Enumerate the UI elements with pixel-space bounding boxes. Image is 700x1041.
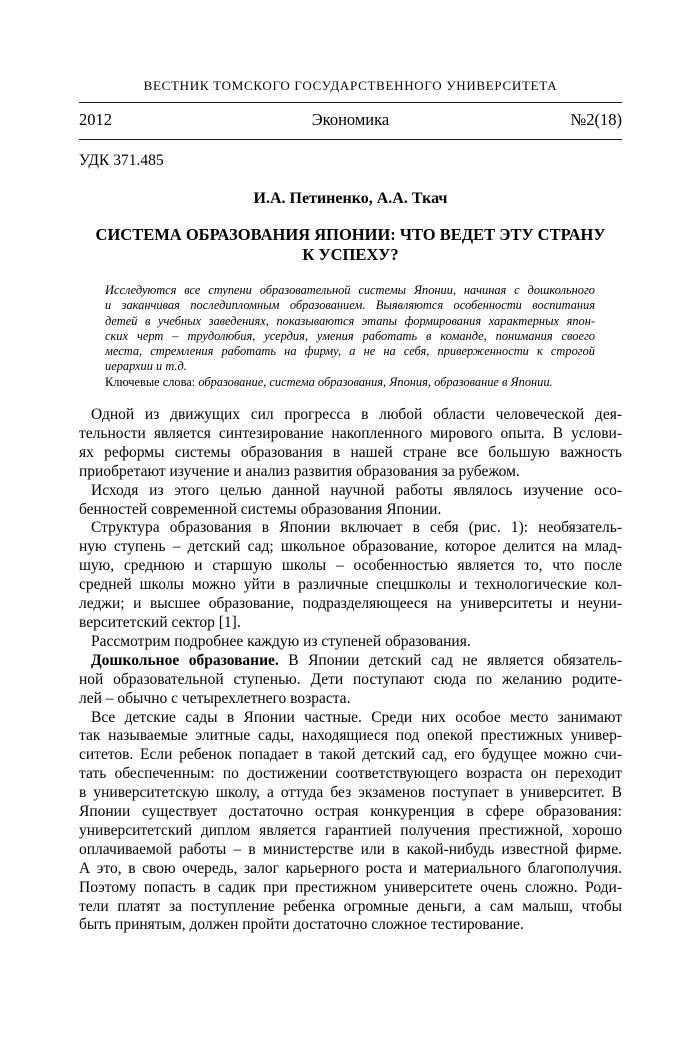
body-text-line: верситетский сектор [1].	[79, 613, 241, 631]
abstract-line: ских черт – трудолюбия, усердия, умения работать в команде, понимания своего	[105, 328, 595, 343]
article-title-line: К УСПЕХУ?	[302, 245, 399, 264]
issue-line	[79, 110, 622, 130]
body-text-line: Все детские сады в Японии частные. Среди них особое место занимают	[91, 708, 622, 726]
issue-number: №2(18)	[570, 110, 622, 129]
body-paragraph	[79, 709, 622, 936]
article-title	[79, 225, 622, 265]
body-text-line: А это, в свою очередь, залог карьерного роста и материального благополучия.	[79, 859, 622, 877]
keywords-label: Ключевые слова:	[105, 374, 196, 389]
body-text-line: Одной из движущих сил прогресса в любой области человеческой дея-	[91, 406, 622, 423]
keywords-text: образование, система образования, Япония, образование в Японии.	[195, 374, 553, 389]
journal-masthead: ВЕСТНИК ТОМСКОГО ГОСУДАРСТВЕННОГО УНИВЕРСИТЕТА	[143, 78, 558, 93]
article-title-line: СИСТЕМА ОБРАЗОВАНИЯ ЯПОНИИ: ЧТО ВЕДЕТ ЭТУ СТРАНУ	[95, 225, 606, 244]
body-text-line: леджи; и высшее образование, подразделяющееся на университеты и неуни-	[79, 595, 622, 613]
body-text-line: быть принятым, должен пройти достаточно сложное тестирование.	[79, 916, 524, 934]
body-text-line: средней школы можно уйти в различные спецшколы и технологические кол-	[79, 576, 622, 594]
abstract-line: детей в учебных заведениях, показываются этапы формирования характерных япон-	[105, 313, 595, 328]
body-text-line: ной образовательной ступенью. Дети поступают сюда по желанию родите-	[79, 670, 622, 688]
body-text-line: университетский диплом является гарантией получения престижной, хорошо	[79, 821, 622, 839]
article-body	[79, 406, 622, 935]
body-text-line: Структура образования в Японии включает в себя (рис. 1): необязатель-	[91, 519, 622, 537]
header-divider-bottom	[79, 139, 622, 140]
body-paragraph	[79, 633, 622, 652]
body-text-line: Дошкольное образование. В Японии детский сад не является обязатель-	[91, 651, 622, 669]
body-text-line: приобретают изучение и анализ развития образования за рубежом.	[79, 462, 520, 480]
body-text-line: лей – обычно с четырехлетнего возраста.	[79, 689, 351, 707]
abstract-lines	[105, 283, 595, 375]
issue-year: 2012	[79, 110, 112, 129]
body-paragraph	[79, 519, 622, 632]
body-paragraph	[79, 406, 622, 482]
body-paragraph	[79, 482, 622, 520]
body-text-line: ную ступень – детский сад; школьное образование, которое делится на млад-	[79, 538, 622, 556]
abstract-line: места, стремления работать на фирму, а не на себя, приверженности к строгой	[105, 344, 595, 359]
body-text-line: в университетскую школу, а оттуда без экзаменов поступает в университет. В	[79, 784, 622, 802]
body-paragraph	[79, 652, 622, 709]
issue-section: Экономика	[311, 110, 390, 129]
body-text-line: тать обеспеченным: по достижении соответствующего возраста он переходит	[79, 765, 622, 783]
body-text-line: Поэтому попасть в садик при престижном университете очень сложно. Роди-	[79, 878, 622, 896]
body-text-line: бенностей современной системы образования Японии.	[79, 500, 442, 518]
body-text-line: Исходя из этого целью данной научной работы являлось изучение осо-	[91, 481, 622, 499]
header-divider-top	[79, 102, 622, 103]
keywords-line	[105, 375, 595, 390]
udc-code: УДК 371.485	[79, 152, 164, 169]
article-abstract	[105, 283, 595, 390]
abstract-line: и заканчивая последипломным образованием. Выявляются особенности воспитания	[105, 298, 595, 313]
article-authors: И.А. Петиненко, А.А. Ткач	[253, 190, 448, 207]
body-text-line: Японии существует достаточно острая конкуренция в сфере образования:	[79, 803, 622, 821]
paragraph-bold-lead: Дошкольное образование.	[91, 651, 279, 669]
body-text-line: тели платят за поступление ребенка огромные деньги, а сам малыш, чтобы	[79, 897, 622, 915]
body-text-line: ситетов. Если ребенок попадает в такой детский сад, его будущее можно счи-	[79, 746, 622, 764]
abstract-line: Исследуются все ступени образовательной системы Японии, начиная с дошкольного	[105, 283, 595, 297]
body-text-line: так называемые элитные сады, находящиеся под опекой престижных универ-	[79, 727, 622, 745]
body-text-line: тельности является синтезирование накопленного мирового опыта. В услови-	[79, 424, 622, 442]
body-text-line: оплачиваемой работы – в министерстве или в какой-нибудь известной фирме.	[79, 840, 622, 858]
body-text-line: шую, среднюю и старшую школы – особенностью является то, что после	[79, 557, 622, 575]
body-text-line: ях реформы системы образования в нашей стране все большую важность	[79, 443, 622, 461]
body-text-line: Рассмотрим подробнее каждую из ступеней образования.	[91, 632, 471, 650]
abstract-line: иерархии и т.д.	[105, 359, 187, 374]
